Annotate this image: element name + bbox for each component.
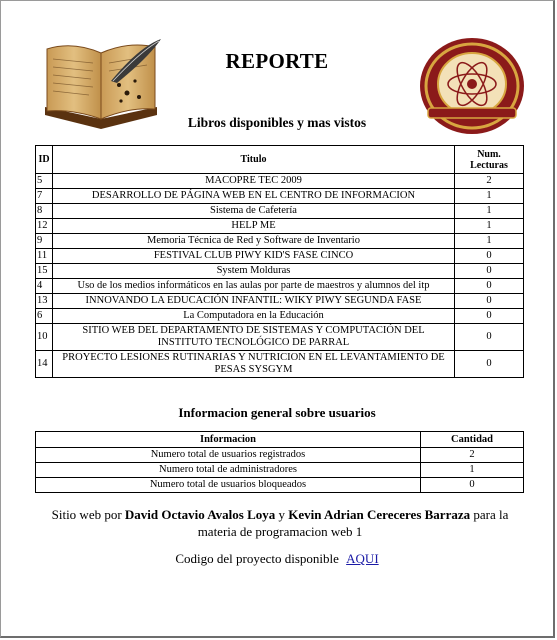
book-count: 1	[455, 234, 524, 249]
table-row	[36, 351, 524, 378]
table-row	[36, 219, 524, 234]
book-count: 1	[455, 219, 524, 234]
user-stat-label: Numero total de usuarios bloqueados	[36, 478, 421, 493]
table-row	[36, 204, 524, 219]
header-quantity: Cantidad	[421, 432, 524, 448]
book-count: 1	[455, 204, 524, 219]
books-table	[35, 145, 524, 378]
book-id: 6	[36, 309, 53, 324]
user-stat-value: 0	[421, 478, 524, 493]
author-1: David Octavio Avalos Loya	[124, 507, 276, 522]
table-row	[36, 324, 524, 351]
book-title: SITIO WEB DEL DEPARTAMENTO DE SISTEMAS Y COMPUTACIÓN DEL INSTITUTO TECNOLÓGICO DE PARRAL	[53, 324, 455, 351]
credits-prefix: Sitio web por	[51, 507, 122, 522]
book-id: 5	[36, 174, 53, 189]
table-row	[36, 279, 524, 294]
code-availability	[1, 551, 553, 567]
credits-text	[41, 506, 519, 540]
book-id: 4	[36, 279, 53, 294]
book-title: Uso de los medios informáticos en las aulas por parte de maestros y alumnos del itp	[53, 279, 455, 294]
book-title: FESTIVAL CLUB PIWY KID'S FASE CINCO	[53, 249, 455, 264]
table-row	[36, 309, 524, 324]
book-title: INNOVANDO LA EDUCACIÓN INFANTIL: WIKY PIWY SEGUNDA FASE	[53, 294, 455, 309]
book-count: 2	[455, 174, 524, 189]
users-header-row	[36, 432, 524, 448]
book-count: 0	[455, 264, 524, 279]
table-row	[36, 264, 524, 279]
book-title: MACOPRE TEC 2009	[53, 174, 455, 189]
book-title: System Molduras	[53, 264, 455, 279]
book-id: 13	[36, 294, 53, 309]
header-count-line1: Num.	[477, 148, 501, 160]
book-count: 0	[455, 309, 524, 324]
credits-suffix: para la materia de programacion web 1	[197, 507, 509, 539]
table-row	[36, 249, 524, 264]
table-row	[36, 174, 524, 189]
books-subtitle: Libros disponibles y mas vistos	[187, 115, 367, 130]
book-title: HELP ME	[53, 219, 455, 234]
book-count: 1	[455, 189, 524, 204]
table-row	[36, 448, 524, 463]
book-id: 12	[36, 219, 53, 234]
book-id: 7	[36, 189, 53, 204]
book-title: Sistema de Cafetería	[53, 204, 455, 219]
book-count: 0	[455, 324, 524, 351]
header-count	[455, 146, 524, 174]
users-heading: Informacion general sobre usuarios	[178, 405, 376, 420]
users-table	[35, 431, 524, 493]
book-count: 0	[455, 279, 524, 294]
books-header-row	[36, 146, 524, 174]
book-id: 15	[36, 264, 53, 279]
table-row	[36, 294, 524, 309]
user-stat-label: Numero total de usuarios registrados	[36, 448, 421, 463]
book-id: 9	[36, 234, 53, 249]
code-link[interactable]: AQUI	[346, 551, 379, 566]
user-stat-value: 2	[421, 448, 524, 463]
table-row	[36, 463, 524, 478]
page-title: REPORTE	[225, 49, 329, 73]
book-id: 8	[36, 204, 53, 219]
header-title: Titulo	[53, 146, 455, 174]
book-count: 0	[455, 249, 524, 264]
header-id: ID	[36, 146, 53, 174]
book-id: 11	[36, 249, 53, 264]
book-count: 0	[455, 351, 524, 378]
book-id: 10	[36, 324, 53, 351]
book-count: 0	[455, 294, 524, 309]
book-title: La Computadora en la Educación	[53, 309, 455, 324]
book-title: Memoria Técnica de Red y Software de Inventario	[53, 234, 455, 249]
header-count-line2: Lecturas	[470, 159, 508, 171]
code-label: Codigo del proyecto disponible	[175, 551, 339, 566]
user-stat-label: Numero total de administradores	[36, 463, 421, 478]
user-stat-value: 1	[421, 463, 524, 478]
author-2: Kevin Adrian Cereceres Barraza	[288, 507, 471, 522]
header-info: Informacion	[36, 432, 421, 448]
table-row	[36, 234, 524, 249]
credits-joiner: y	[278, 507, 286, 522]
book-title: PROYECTO LESIONES RUTINARIAS Y NUTRICION EN EL LEVANTAMIENTO DE PESAS SYSGYM	[53, 351, 455, 378]
table-row	[36, 189, 524, 204]
book-id: 14	[36, 351, 53, 378]
book-title: DESARROLLO DE PÁGINA WEB EN EL CENTRO DE INFORMACION	[53, 189, 455, 204]
table-row	[36, 478, 524, 493]
